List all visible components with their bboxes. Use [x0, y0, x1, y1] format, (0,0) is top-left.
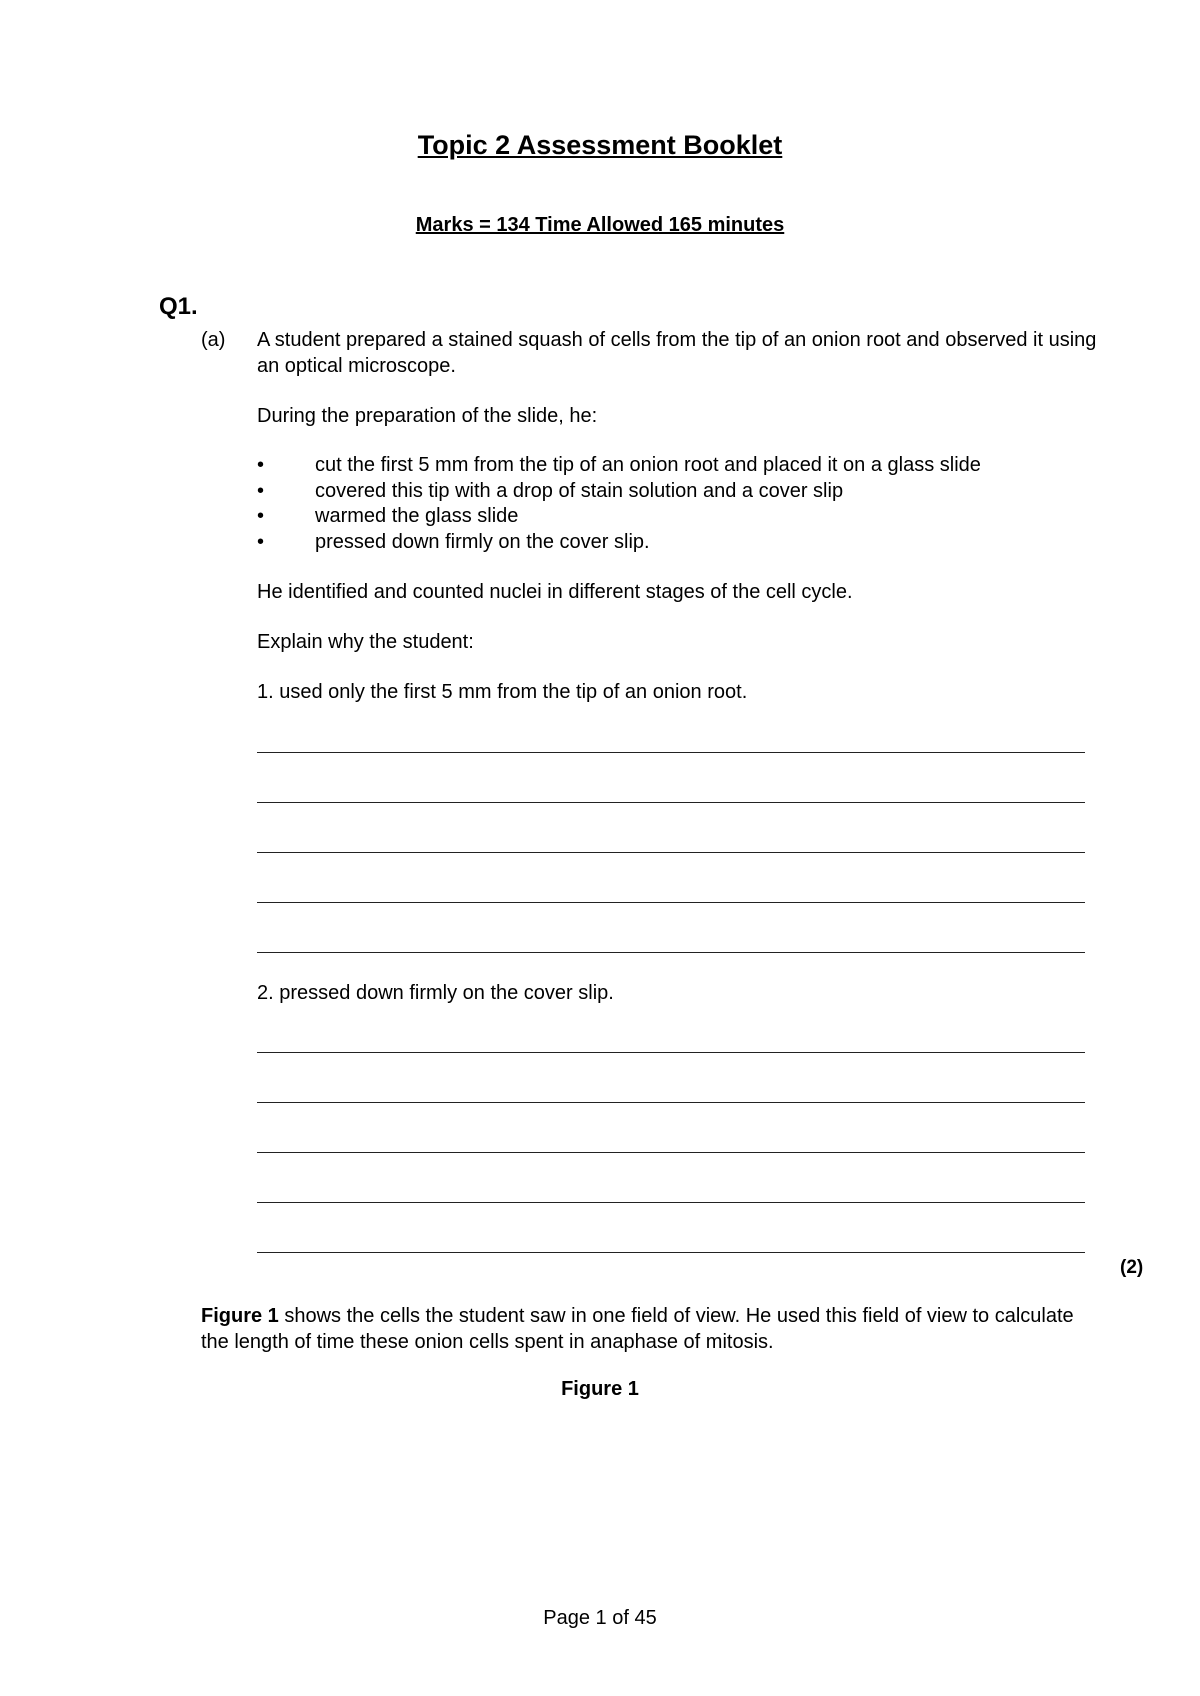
bullet-icon: • [257, 531, 265, 553]
bullet-item: cut the first 5 mm from the tip of an onion root and placed it on a glass slide [315, 454, 981, 476]
answer-line[interactable] [257, 802, 1085, 803]
bullet-item: covered this tip with a drop of stain solution and a cover slip [315, 480, 844, 502]
answer-line[interactable] [257, 952, 1085, 953]
bullet-icon: • [257, 454, 265, 476]
figure-description: shows the cells the student saw in one field of view. He used this field of view to calculate the length of time these onion cells spent in anaphase of mitosis. [201, 1305, 1074, 1353]
bullet-icon: • [257, 480, 265, 502]
figure-title: Figure 1 [561, 1378, 639, 1400]
marks-time-line: Marks = 134 Time Allowed 165 minutes [415, 214, 785, 236]
answer-line[interactable] [257, 852, 1085, 853]
subquestion-1: 1. used only the first 5 mm from the tip of an onion root. [257, 681, 748, 703]
explain-lead: Explain why the student: [257, 631, 474, 653]
answer-line[interactable] [257, 1152, 1085, 1153]
part-label: (a) [201, 329, 226, 351]
answer-line[interactable] [257, 902, 1085, 903]
identified-text: He identified and counted nuclei in different stages of the cell cycle. [257, 581, 853, 603]
answer-line[interactable] [257, 1102, 1085, 1103]
question-number: Q1. [159, 293, 198, 320]
answer-line[interactable] [257, 1202, 1085, 1203]
prep-lead: During the preparation of the slide, he: [257, 405, 598, 427]
bullet-icon: • [257, 505, 265, 527]
page-number: Page 1 of 45 [543, 1607, 657, 1629]
answer-line[interactable] [257, 1052, 1085, 1053]
marks-indicator: (2) [1120, 1257, 1144, 1278]
answer-line[interactable] [257, 752, 1085, 753]
figure-paragraph [201, 1303, 1101, 1355]
figure-reference: Figure 1 [201, 1305, 279, 1327]
bullet-item: warmed the glass slide [315, 505, 519, 527]
intro-paragraph: A student prepared a stained squash of cells from the tip of an onion root and observed it using an optical microscope. [257, 329, 1097, 377]
page-title: Topic 2 Assessment Booklet [417, 130, 783, 160]
bullet-item: pressed down firmly on the cover slip. [315, 531, 650, 553]
answer-line[interactable] [257, 1252, 1085, 1253]
subquestion-2: 2. pressed down firmly on the cover slip. [257, 982, 614, 1004]
